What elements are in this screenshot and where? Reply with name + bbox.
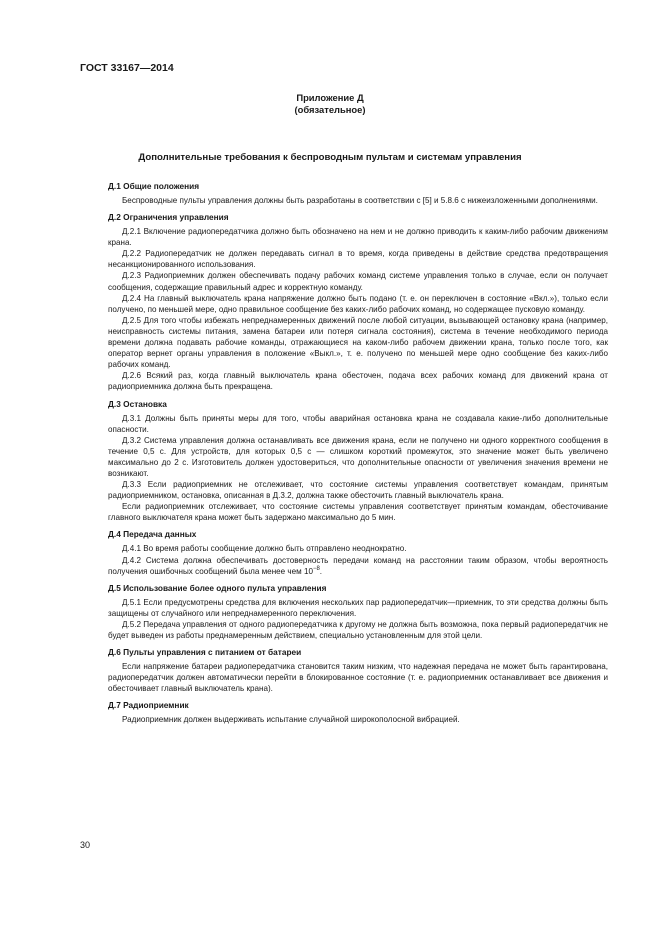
paragraph: Д.2.1 Включение радиопередатчика должно быть обозначено на нем и не должно приводить к каким-либо рабочим движениям крана. bbox=[108, 227, 608, 248]
paragraph: Д.3.1 Должны быть приняты меры для того, чтобы аварийная остановка крана не создавала какие-либо дополнительные опасности. bbox=[108, 413, 608, 434]
appendix-label: Приложение Д bbox=[296, 92, 364, 103]
standard-code: ГОСТ 33167—2014 bbox=[80, 62, 174, 74]
paragraph-with-exponent bbox=[108, 555, 608, 577]
paragraph: Д.3.2 Система управления должна останавливать все движения крана, если не получено ни одного корректного сообщения в течение 0,5 с. Для устройств, для которых 0,5 с — слишком короткий промежуток, это значение может быть увеличено максимально до 2 с. Изготовитель должен удостовериться, что дополнительные опасности от увеличения значения времени не возникают. bbox=[108, 435, 608, 478]
paragraph: Радиоприемник должен выдерживать испытание случайной широкополосной вибрацией. bbox=[122, 715, 460, 725]
paragraph: Д.5.2 Передача управления от одного радиопередатчика к другому не должна быть возможна, пока первый радиопередатчик не будет выведен из работы преднамеренным действием, специально установленным для этой цели. bbox=[108, 619, 608, 640]
paragraph: Д.5.1 Если предусмотрены средства для включения нескольких пар радиопередатчик—приемник, то эти средства должны быть защищены от случайного или непреднамеренного переключения. bbox=[108, 597, 608, 618]
paragraph: Если напряжение батареи радиопередатчика становится таким низким, что надежная передача не может быть гарантирована, радиопередатчик должен автоматически перейти в блокированное состояние (т. е. радиоприемник останавливает все движения и обесточивает главный выключатель крана). bbox=[108, 662, 608, 694]
paragraph: Если радиоприемник отслеживает, что состояние системы управления соответствует принятым командам, обесточивание главного выключателя крана может быть задержано максимально до 5 мин. bbox=[108, 502, 608, 523]
paragraph: Беспроводные пульты управления должны быть разработаны в соответствии с [5] и 5.8.6 с нижеизложенными дополнениями. bbox=[122, 196, 598, 205]
section-heading: Д.7 Радиоприемник bbox=[108, 700, 189, 711]
appendix-heading bbox=[80, 92, 580, 116]
appendix-title: Дополнительные требования к беспроводным пультам и системам управления bbox=[138, 152, 522, 163]
page-number: 30 bbox=[80, 840, 91, 850]
section-heading: Д.6 Пульты управления с питанием от батареи bbox=[108, 647, 302, 658]
paragraph: Д.2.4 На главный выключатель крана напряжение должно быть подано (т. е. он переключен в состояние «Вкл.»), только если получено, по меньшей мере, одно правильное сообщение без каких-либо рабочих команд, но содержащее пусковую команду. bbox=[108, 293, 608, 314]
paragraph: Д.3.3 Если радиоприемник не отслеживает, что состояние системы управления соответствует командам, принятым радиоприемником, остановка, описанная в Д.3.2, должна также обесточить главный выключатель крана. bbox=[108, 480, 608, 501]
paragraph: Д.2.5 Для того чтобы избежать непреднамеренных движений после любой ситуации, вызывающей остановку крана (например, неисправность системы питания, замена батареи или потеря сигнала состояния), система в течение необходимого периода времени должна подавать рабочие команды, отражающиеся на каком-либо рабочем движении крана, только после того, как оператор вернет органы управления в положение «Выкл.», т. е. получено по меньшей мере одно сообщение без каких-либо рабочих команд. bbox=[108, 315, 608, 370]
exponent: −8 bbox=[312, 565, 320, 572]
appendix-status: (обязательное) bbox=[294, 104, 366, 115]
section-heading: Д.4 Передача данных bbox=[108, 529, 197, 540]
paragraph: Д.2.6 Всякий раз, когда главный выключатель крана обесточен, подача всех рабочих команд для движений крана от радиоприемника должна быть прекращена. bbox=[108, 371, 608, 392]
paragraph: Д.2.2 Радиопередатчик не должен передавать сигнал в то время, когда приведены в действие средства предотвращения несанкционированного использования. bbox=[108, 249, 608, 270]
section-heading: Д.1 Общие положения bbox=[108, 181, 200, 191]
section-heading: Д.2 Ограничения управления bbox=[108, 212, 229, 223]
document-body bbox=[108, 181, 608, 725]
paragraph-tail: . bbox=[319, 566, 323, 576]
section-heading: Д.5 Использование более одного пульта управления bbox=[108, 582, 327, 593]
section-heading: Д.3 Остановка bbox=[108, 398, 167, 409]
paragraph: Д.4.1 Во время работы сообщение должно быть отправлено неоднократно. bbox=[122, 544, 407, 554]
paragraph-text: Д.4.2 Система должна обеспечивать достоверность передачи команд на расстоянии таким образом, чтобы вероятность получения ошибочных сообщений была менее чем 10 bbox=[108, 555, 608, 576]
paragraph: Д.2.3 Радиоприемник должен обеспечивать подачу рабочих команд системе управления только в случае, если он получает сообщения, содержащие правильный адрес и корректную команду. bbox=[108, 271, 608, 292]
